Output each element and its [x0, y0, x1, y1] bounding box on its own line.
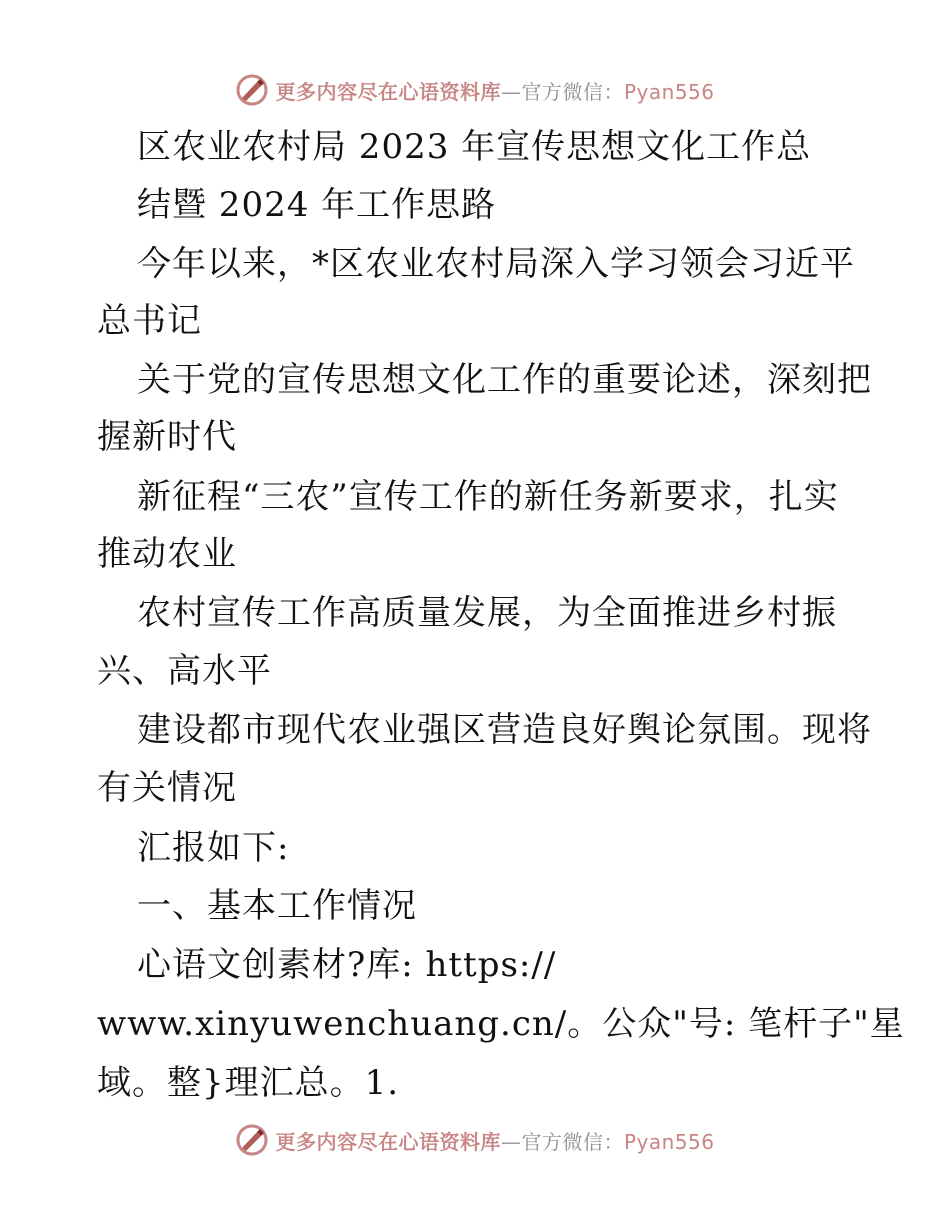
- paragraph-line: 汇报如下:: [137, 828, 290, 868]
- paragraph-line: 关于党的宣传思想文化工作的重要论述，深刻把: [137, 360, 872, 400]
- paragraph-line: 建设都市现代农业强区营造良好舆论氛围。现将: [137, 710, 872, 750]
- doc-title-line-2: 结暨 2024 年工作思路: [137, 185, 497, 225]
- watermark-main-text: 更多内容尽在心语资料库: [275, 79, 501, 104]
- section-heading: 一、基本工作情况: [137, 886, 417, 926]
- pen-logo-icon: [235, 1123, 269, 1157]
- watermark-footer: [0, 1120, 950, 1160]
- watermark-header: [0, 70, 950, 110]
- doc-title-line-1: 区农业农村局 2023 年宣传思想文化工作总: [137, 127, 812, 167]
- paragraph-line: 心语文创素材?库: https://: [137, 945, 557, 985]
- pen-logo-icon: [235, 73, 269, 107]
- watermark-dash: —: [500, 79, 522, 104]
- watermark-wechat-id: Pyan556: [623, 1129, 715, 1154]
- watermark-text: [275, 76, 714, 105]
- paragraph-line: 农村宣传工作高质量发展，为全面推进乡村振: [137, 593, 837, 633]
- paragraph-line: 新征程“三农”宣传工作的新任务新要求，扎实: [137, 477, 839, 517]
- paragraph-line: www.xinyuwenchuang.cn/。公众"号: 笔杆子"星: [97, 1004, 905, 1044]
- watermark-wechat-label: 官方微信：: [521, 79, 624, 104]
- watermark-wechat-id: Pyan556: [623, 79, 715, 104]
- watermark-main-text: 更多内容尽在心语资料库: [275, 1129, 501, 1154]
- paragraph-line: 握新时代: [97, 417, 237, 457]
- paragraph-line: 兴、高水平: [97, 651, 272, 691]
- watermark-dash: —: [500, 1129, 522, 1154]
- watermark-text: [275, 1126, 714, 1155]
- paragraph-line: 域。整}理汇总。1.: [97, 1063, 400, 1103]
- watermark-wechat-label: 官方微信：: [521, 1129, 624, 1154]
- paragraph-line: 总书记: [97, 301, 202, 341]
- paragraph-line: 有关情况: [97, 768, 237, 808]
- paragraph-line: 今年以来，*区农业农村局深入学习领会习近平: [137, 244, 855, 284]
- paragraph-line: 推动农业: [97, 534, 237, 574]
